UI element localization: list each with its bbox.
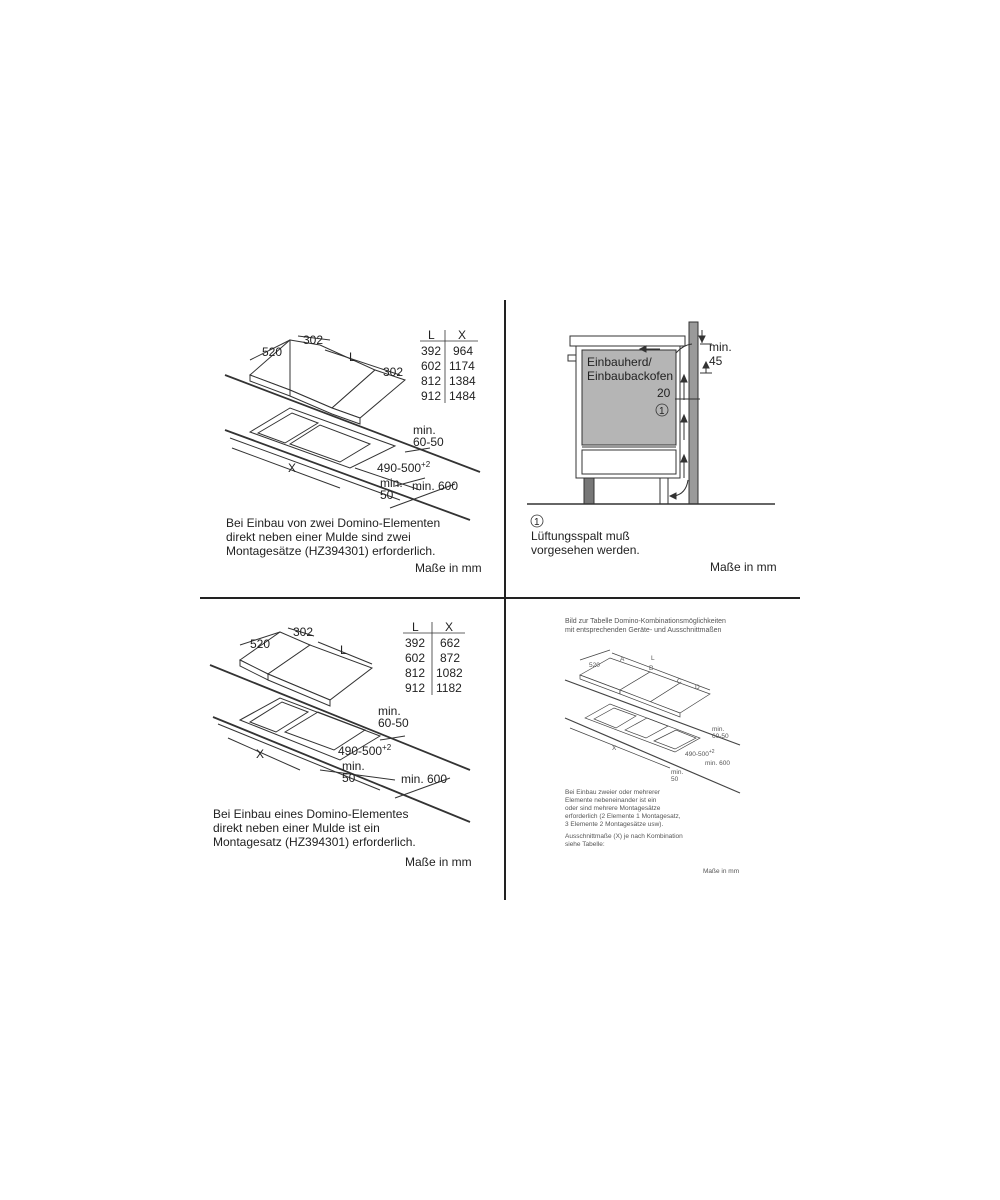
units-label: Maße in mm [710,560,777,574]
table-cell: 912 [405,681,426,695]
oven-cabinet-illustration [527,322,775,504]
dim-302: 302 [303,333,324,347]
dim-60-50: 60-50 [413,435,444,449]
table-header-l: L [428,328,435,342]
dim-min-600: min. 600 [412,479,459,493]
dim-cutout-depth: $490-500^{+2}$ [338,743,392,758]
units-label: Maße in mm [415,561,482,575]
table-cell: 662 [440,636,461,650]
installation-note-line: Bei Einbau zweier oder mehrerer [565,789,661,796]
installation-note-line: siehe Tabelle: [565,841,605,848]
installation-note-line: Bei Einbau eines Domino-Elementes [213,807,409,821]
dim-20: 20 [657,386,671,400]
table-cell: 392 [421,344,442,358]
caption-line: mit entsprechenden Geräte- und Ausschnittmaßen [565,627,722,634]
dim-x: X [256,747,265,761]
table-cell: 1384 [449,374,476,388]
units-label: Maße in mm [703,868,740,875]
dim-302-right: 302 [383,365,404,379]
dimension-table [420,328,478,403]
installation-note-line: direkt neben einer Mulde sind zwei [226,530,411,544]
installation-note-line: Elemente nebeneinander ist ein [565,797,657,804]
panel-top-left [225,328,482,575]
table-cell: 872 [440,651,461,665]
table-cell: 602 [405,651,426,665]
installation-note-line: Montagesatz (HZ394301) erforderlich. [213,835,416,849]
installation-note-line: oder sind mehrere Montagesätze [565,805,661,812]
dim-cutout-depth: $490-500^{+2}$ [685,749,715,758]
dim-min-600: min. 600 [705,760,730,767]
table-cell: 1174 [449,359,475,373]
dim-l: L [340,643,347,657]
dim-c: C [677,678,682,685]
dim-l: L [651,655,655,662]
units-label: Maße in mm [405,855,472,869]
installation-note-line: Bei Einbau von zwei Domino-Elementen [226,516,441,530]
table-cell: 964 [453,344,474,358]
dim-cutout-depth: $490-500^{+2}$ [377,460,431,475]
installation-note-line: direkt neben einer Mulde ist ein [213,821,380,835]
table-cell: 1182 [436,681,462,695]
dim-min-label: min. [413,423,436,437]
table-cell: 1484 [449,389,476,403]
table-header-x: X [445,620,454,634]
dim-b: B [649,665,654,672]
ventilation-note-line: Lüftungsspalt muß [531,529,630,543]
dim-60-50: 60-50 [712,733,729,740]
hob-top-illustration [210,628,470,822]
dim-45: 45 [709,354,723,368]
table-cell: 392 [405,636,426,650]
dim-520: 520 [262,345,283,359]
dim-min-50-value: 50 [342,771,356,785]
dim-min-50-label: min. [671,769,684,776]
dim-min-50-label: min. [380,476,403,490]
dim-x: X [612,745,617,752]
dim-min-50-value: 50 [671,776,679,783]
dim-min-50-value: 50 [380,488,394,502]
table-header-l: L [412,620,419,634]
table-cell: 812 [405,666,426,680]
table-cell: 912 [421,389,442,403]
panel-bottom-right [565,618,740,875]
installation-note-line: Ausschnittmaße (X) je nach Kombination [565,833,683,840]
dim-d: D [695,684,700,691]
callout-marker-number: 1 [659,406,665,417]
installation-note-line: 3 Elemente 2 Montagesätze usw). [565,821,664,828]
oven-label-line1: Einbauherd/ [587,355,652,369]
table-header-x: X [458,328,467,342]
oven-label-line2: Einbaubackofen [587,369,674,383]
dim-min-top: min. [709,340,732,354]
note-marker-number: 1 [534,517,540,528]
dim-520: 520 [589,662,600,669]
dim-l: L [349,350,356,364]
dim-min-label: min. [378,704,401,718]
dim-520: 520 [250,637,271,651]
dim-302: 302 [293,625,314,639]
panel-bottom-left [210,620,472,869]
table-cell: 1082 [436,666,463,680]
panel-top-right [527,322,777,574]
dim-60-50: 60-50 [378,716,409,730]
ventilation-note-line: vorgesehen werden. [531,543,640,557]
dim-x: X [288,461,297,475]
installation-note-line: Montagesätze (HZ394301) erforderlich. [226,544,436,558]
installation-note-line: erforderlich (2 Elemente 1 Montagesatz, [565,813,681,820]
dim-min-600: min. 600 [401,772,448,786]
table-cell: 602 [421,359,442,373]
dimension-table [403,620,465,695]
dim-min-label: min. [712,726,725,733]
table-cell: 812 [421,374,442,388]
dim-a: A [620,656,625,663]
dim-min-50-label: min. [342,759,365,773]
caption-line: Bild zur Tabelle Domino-Kombinationsmöglichkeiten [565,618,726,625]
